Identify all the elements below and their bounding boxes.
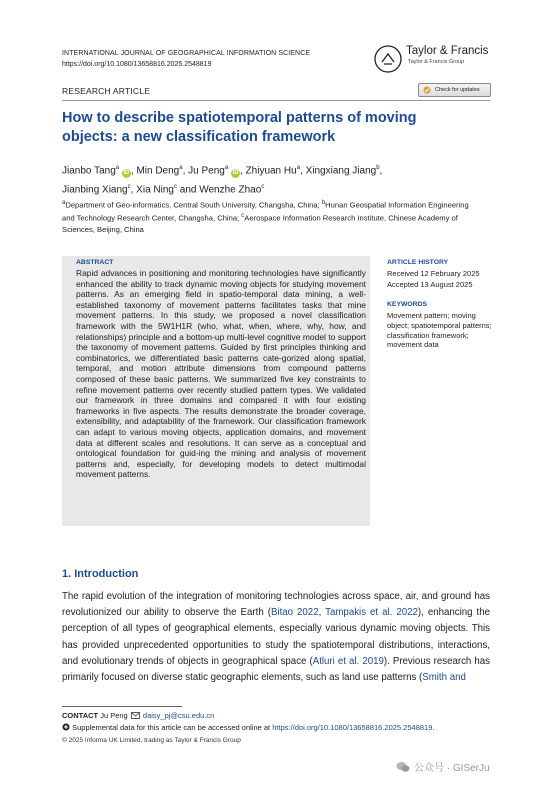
author-name[interactable]: Ju Peng — [188, 165, 225, 177]
paragraph-text: The rapid evolution of the integration of monitoring technologies across space, air, and ground has revolutionized our ability to observe the Earth ( — [62, 591, 490, 619]
author-affiliation-mark: a — [115, 165, 120, 171]
contact-line — [62, 711, 214, 720]
orcid-icon[interactable]: iD — [232, 170, 239, 177]
author-separator: , — [182, 165, 189, 177]
paragraph-text: , — [318, 607, 326, 619]
supplemental-line: Supplemental data for this article can be accessed online at https://doi.org/10.1080/13658816.2025.2548819. — [62, 723, 434, 732]
abstract-text: Rapid advances in positioning and monitoring technologies have significantly enhanced the ability to track dynamic moving objects for studying movement patterns. As an emerging field in spatio-temporal data mining, a well-established taxonomy of movement patterns facilitates tasks that mine movement patterns. In this study, we proposed a novel classification framework with the 5W1H1R (who, what, when, where, why, how, and relationships) principle and a bottom-up multi-level cognitive model to support the taxonomy of movement patterns. Guided by first principles thinking and combinatorics, we differentiated basic patterns cate-gorized along spatial, temporal, and motion attribute dimensions from compound patterns composed of these basic patterns. We summarized five key constraints to refine movement patterns over recently studied pattern types. We validated our framework in three domains and compared it with four existing frameworks in five aspects. The results demonstrate the broader coverage, extensibility, and adaptability of the framework. Our classification framework can adapt to various moving objects, application domains, and movement data at different scales and resolutions. It can serve as a conceptual and ontological foundation for guid-ing the mining and analysis of movement patterns and, especially, for developing models to detect multimodal movement patterns. — [76, 268, 366, 480]
watermark-text: 公众号 · GISerJu — [414, 763, 490, 774]
author-name[interactable]: Wenzhe Zhao — [199, 184, 262, 196]
supplemental-link[interactable]: https://doi.org/10.1080/13658816.2025.2548819 — [272, 723, 433, 732]
author-name[interactable]: Zhiyuan Hu — [245, 165, 297, 177]
affiliation-text: Department of Geo-informatics, Central South University, Changsha, China; — [65, 200, 322, 210]
citation-link[interactable]: Bitao 2022 — [270, 607, 319, 619]
article-history-heading: ARTICLE HISTORY — [387, 259, 449, 266]
accepted-date: Accepted 13 August 2025 — [387, 280, 473, 289]
affiliation-mark: a — [62, 200, 66, 206]
author-affiliation-mark: c — [173, 184, 177, 191]
author-affiliation-mark: a — [179, 165, 183, 171]
paragraph-text: ). Previous research has primarily focused on diverse static geographic elements, such as land use patterns ( — [62, 655, 490, 684]
author-name[interactable]: Jianbing Xiang — [62, 184, 128, 196]
author-affiliation-mark: c — [261, 184, 265, 191]
contact-email-link[interactable]: daisy_pj@csu.edu.cn — [142, 711, 215, 720]
abstract-heading: ABSTRACT — [76, 259, 114, 266]
watermark — [396, 759, 490, 774]
author-separator: , — [239, 165, 246, 177]
keywords-heading: KEYWORDS — [387, 301, 428, 308]
journal-name: INTERNATIONAL JOURNAL OF GEOGRAPHICAL INFORMATION SCIENCE — [62, 50, 311, 57]
author-name[interactable]: Xingxiang Jiang — [305, 165, 377, 177]
author-separator: , — [379, 165, 383, 177]
author-separator: , — [130, 184, 137, 196]
author-affiliation-mark: a — [224, 165, 229, 171]
author-separator: , — [300, 165, 306, 177]
supplemental-text: Supplemental data for this article can be accessed online at — [72, 723, 271, 732]
footnote-rule — [62, 706, 182, 707]
introduction-paragraph — [62, 589, 490, 686]
citation-link[interactable]: Atluri et al. 2019 — [312, 655, 384, 667]
affiliation-mark: c — [241, 213, 245, 220]
article-type: RESEARCH ARTICLE — [62, 86, 151, 96]
received-date: Received 12 February 2025 — [387, 269, 480, 278]
author-affiliation-mark: c — [127, 184, 131, 191]
publisher-group: Taylor & Francis Group — [408, 59, 465, 65]
author-name[interactable]: Jianbo Tang — [62, 165, 116, 177]
citation-link[interactable]: Smith and — [422, 672, 466, 684]
author-affiliation-mark: b — [376, 165, 380, 171]
copyright-notice: © 2025 Informa UK Limited, trading as Taylor & Francis Group — [62, 737, 241, 744]
orcid-icon[interactable]: iD — [123, 170, 130, 177]
author-line-1 — [62, 160, 482, 179]
author-separator: and — [176, 184, 200, 196]
check-updates-icon — [423, 86, 431, 94]
author-affiliation-mark: a — [296, 165, 301, 171]
section-heading-introduction: 1. Introduction — [62, 568, 139, 580]
author-line-2 — [62, 179, 482, 198]
contact-label: CONTACT — [62, 711, 99, 720]
affiliation-text: Hunan Geospatial Information Engineering and Technology Research Center, Changsha, China; — [62, 200, 469, 223]
publisher-name: Taylor & Francis — [406, 45, 489, 57]
supplemental-data-icon — [62, 723, 70, 731]
author-separator: , — [130, 165, 137, 177]
article-doi[interactable]: https://doi.org/10.1080/13658816.2025.2548819 — [62, 61, 212, 68]
email-icon — [131, 712, 140, 719]
contact-name: Ju Peng — [100, 711, 128, 720]
affiliation-text: Aerospace Information Research Institute, Chinese Academy of Sciences, Beijing, China — [62, 213, 458, 235]
header-divider — [62, 100, 490, 101]
author-name[interactable]: Min Deng — [136, 165, 180, 177]
keywords-text: Movement pattern; moving object; spatiotemporal patterns; classification framework; movement data — [387, 311, 492, 350]
taylor-francis-logo-icon — [373, 44, 403, 74]
author-list — [62, 160, 482, 199]
wechat-icon — [396, 761, 410, 773]
check-for-updates-button[interactable] — [418, 83, 491, 97]
paragraph-text: ), enhancing the perception of all types of geographical elements, especially various dynamic moving objects. This has provided unprecedented opportunities to study the spatiotemporal distributions, interactions, and evolutionary trends of objects in geographical space ( — [62, 607, 491, 667]
affiliations — [62, 198, 482, 236]
check-updates-label: Check for updates — [435, 87, 480, 93]
author-name[interactable]: Xia Ning — [136, 184, 174, 196]
article-title: How to describe spatiotemporal patterns of moving objects: a new classification framework — [62, 110, 417, 145]
affiliation-mark: b — [321, 200, 326, 206]
citation-link[interactable]: Tampakis et al. 2022 — [325, 607, 418, 619]
